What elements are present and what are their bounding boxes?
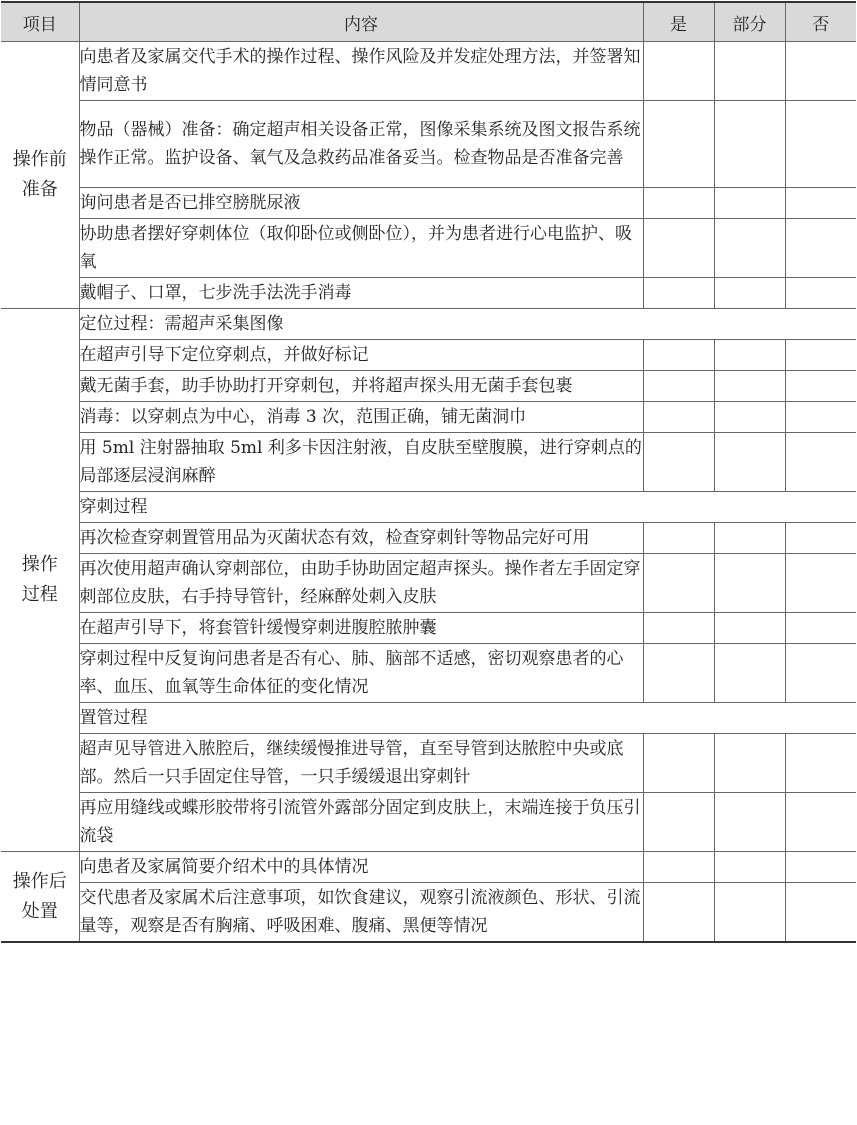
table-row <box>1 188 856 219</box>
yes-checkbox-cell[interactable] <box>643 188 714 219</box>
no-checkbox-cell[interactable] <box>785 644 856 703</box>
table-row-subheader <box>1 703 856 734</box>
table-row <box>1 101 856 188</box>
partial-checkbox-cell[interactable] <box>714 340 785 371</box>
row-content: 物品（器械）准备：确定超声相关设备正常，图像采集系统及图文报告系统操作正常。监护设备、氧气及急救药品准备妥当。检查物品是否准备完善 <box>79 101 643 188</box>
no-checkbox-cell[interactable] <box>785 340 856 371</box>
row-content: 在超声引导下，将套管针缓慢穿刺进腹腔脓肿囊 <box>79 613 643 644</box>
no-checkbox-cell[interactable] <box>785 219 856 278</box>
yes-checkbox-cell[interactable] <box>643 402 714 433</box>
yes-checkbox-cell[interactable] <box>643 433 714 492</box>
row-content: 询问患者是否已排空膀胱尿液 <box>79 188 643 219</box>
row-content: 向患者及家属简要介绍术中的具体情况 <box>79 852 643 883</box>
category-operation-process <box>1 309 79 852</box>
subheader-catheter-placement: 置管过程 <box>79 703 856 734</box>
category-pre-operation <box>1 42 79 309</box>
partial-checkbox-cell[interactable] <box>714 278 785 309</box>
category-post-operation <box>1 852 79 943</box>
no-checkbox-cell[interactable] <box>785 852 856 883</box>
table-row <box>1 734 856 793</box>
row-content: 穿刺过程中反复询问患者是否有心、肺、脑部不适感，密切观察患者的心率、血压、血氧等生命体征的变化情况 <box>79 644 643 703</box>
partial-checkbox-cell[interactable] <box>714 402 785 433</box>
yes-checkbox-cell[interactable] <box>643 852 714 883</box>
yes-checkbox-cell[interactable] <box>643 340 714 371</box>
row-content: 交代患者及家属术后注意事项，如饮食建议，观察引流液颜色、形状、引流量等，观察是否有胸痛、呼吸困难、腹痛、黑便等情况 <box>79 883 643 943</box>
partial-checkbox-cell[interactable] <box>714 101 785 188</box>
table-row <box>1 793 856 852</box>
table-row <box>1 42 856 101</box>
category-label: 操作 过程 <box>21 554 58 605</box>
partial-checkbox-cell[interactable] <box>714 734 785 793</box>
yes-checkbox-cell[interactable] <box>643 219 714 278</box>
table-row <box>1 433 856 492</box>
yes-checkbox-cell[interactable] <box>643 734 714 793</box>
row-content: 再次使用超声确认穿刺部位，由助手协助固定超声探头。操作者左手固定穿刺部位皮肤，右手持导管针，经麻醉处刺入皮肤 <box>79 554 643 613</box>
row-content: 戴无菌手套，助手协助打开穿刺包，并将超声探头用无菌手套包裹 <box>79 371 643 402</box>
table-row <box>1 278 856 309</box>
no-checkbox-cell[interactable] <box>785 613 856 644</box>
yes-checkbox-cell[interactable] <box>643 101 714 188</box>
table-header-row <box>1 2 856 42</box>
partial-checkbox-cell[interactable] <box>714 433 785 492</box>
yes-checkbox-cell[interactable] <box>643 523 714 554</box>
table-row-subheader <box>1 309 856 340</box>
no-checkbox-cell[interactable] <box>785 554 856 613</box>
yes-checkbox-cell[interactable] <box>643 793 714 852</box>
category-label: 操作前 准备 <box>12 149 67 200</box>
table-row <box>1 371 856 402</box>
table-row <box>1 613 856 644</box>
subheader-positioning: 定位过程：需超声采集图像 <box>79 309 856 340</box>
row-content: 超声见导管进入脓腔后，继续缓慢推进导管，直至导管到达脓腔中央或底部。然后一只手固定住导管，一只手缓缓退出穿刺针 <box>79 734 643 793</box>
partial-checkbox-cell[interactable] <box>714 219 785 278</box>
yes-checkbox-cell[interactable] <box>643 278 714 309</box>
category-label: 操作后 处置 <box>12 870 67 922</box>
no-checkbox-cell[interactable] <box>785 188 856 219</box>
row-content: 协助患者摆好穿刺体位（取仰卧位或侧卧位），并为患者进行心电监护、吸氧 <box>79 219 643 278</box>
header-no: 否 <box>785 2 856 42</box>
table-row <box>1 554 856 613</box>
table-row <box>1 523 856 554</box>
header-partial: 部分 <box>714 2 785 42</box>
row-content: 在超声引导下定位穿刺点，并做好标记 <box>79 340 643 371</box>
partial-checkbox-cell[interactable] <box>714 883 785 943</box>
no-checkbox-cell[interactable] <box>785 42 856 101</box>
yes-checkbox-cell[interactable] <box>643 42 714 101</box>
table-row <box>1 340 856 371</box>
row-content: 用 5ml 注射器抽取 5ml 利多卡因注射液，自皮肤至壁腹膜，进行穿刺点的局部逐层浸润麻醉 <box>79 433 643 492</box>
no-checkbox-cell[interactable] <box>785 402 856 433</box>
no-checkbox-cell[interactable] <box>785 883 856 943</box>
yes-checkbox-cell[interactable] <box>643 371 714 402</box>
partial-checkbox-cell[interactable] <box>714 613 785 644</box>
partial-checkbox-cell[interactable] <box>714 523 785 554</box>
row-content: 再应用缝线或蝶形胶带将引流管外露部分固定到皮肤上，末端连接于负压引流袋 <box>79 793 643 852</box>
no-checkbox-cell[interactable] <box>785 371 856 402</box>
partial-checkbox-cell[interactable] <box>714 554 785 613</box>
no-checkbox-cell[interactable] <box>785 433 856 492</box>
table-row <box>1 402 856 433</box>
table-row <box>1 644 856 703</box>
no-checkbox-cell[interactable] <box>785 734 856 793</box>
yes-checkbox-cell[interactable] <box>643 883 714 943</box>
no-checkbox-cell[interactable] <box>785 101 856 188</box>
partial-checkbox-cell[interactable] <box>714 852 785 883</box>
table-row <box>1 852 856 883</box>
table-row <box>1 883 856 943</box>
yes-checkbox-cell[interactable] <box>643 644 714 703</box>
procedure-checklist-table <box>1 1 856 943</box>
partial-checkbox-cell[interactable] <box>714 42 785 101</box>
table-row-subheader <box>1 492 856 523</box>
row-content: 向患者及家属交代手术的操作过程、操作风险及并发症处理方法，并签署知情同意书 <box>79 42 643 101</box>
row-content: 再次检查穿刺置管用品为灭菌状态有效，检查穿刺针等物品完好可用 <box>79 523 643 554</box>
no-checkbox-cell[interactable] <box>785 278 856 309</box>
header-yes: 是 <box>643 2 714 42</box>
row-content: 戴帽子、口罩，七步洗手法洗手消毒 <box>79 278 643 309</box>
table-row <box>1 219 856 278</box>
yes-checkbox-cell[interactable] <box>643 554 714 613</box>
partial-checkbox-cell[interactable] <box>714 644 785 703</box>
partial-checkbox-cell[interactable] <box>714 371 785 402</box>
subheader-puncture: 穿刺过程 <box>79 492 856 523</box>
no-checkbox-cell[interactable] <box>785 523 856 554</box>
partial-checkbox-cell[interactable] <box>714 793 785 852</box>
no-checkbox-cell[interactable] <box>785 793 856 852</box>
partial-checkbox-cell[interactable] <box>714 188 785 219</box>
header-item: 项目 <box>1 2 79 42</box>
header-content: 内容 <box>79 2 643 42</box>
yes-checkbox-cell[interactable] <box>643 613 714 644</box>
row-content: 消毒：以穿刺点为中心，消毒 3 次，范围正确，铺无菌洞巾 <box>79 402 643 433</box>
